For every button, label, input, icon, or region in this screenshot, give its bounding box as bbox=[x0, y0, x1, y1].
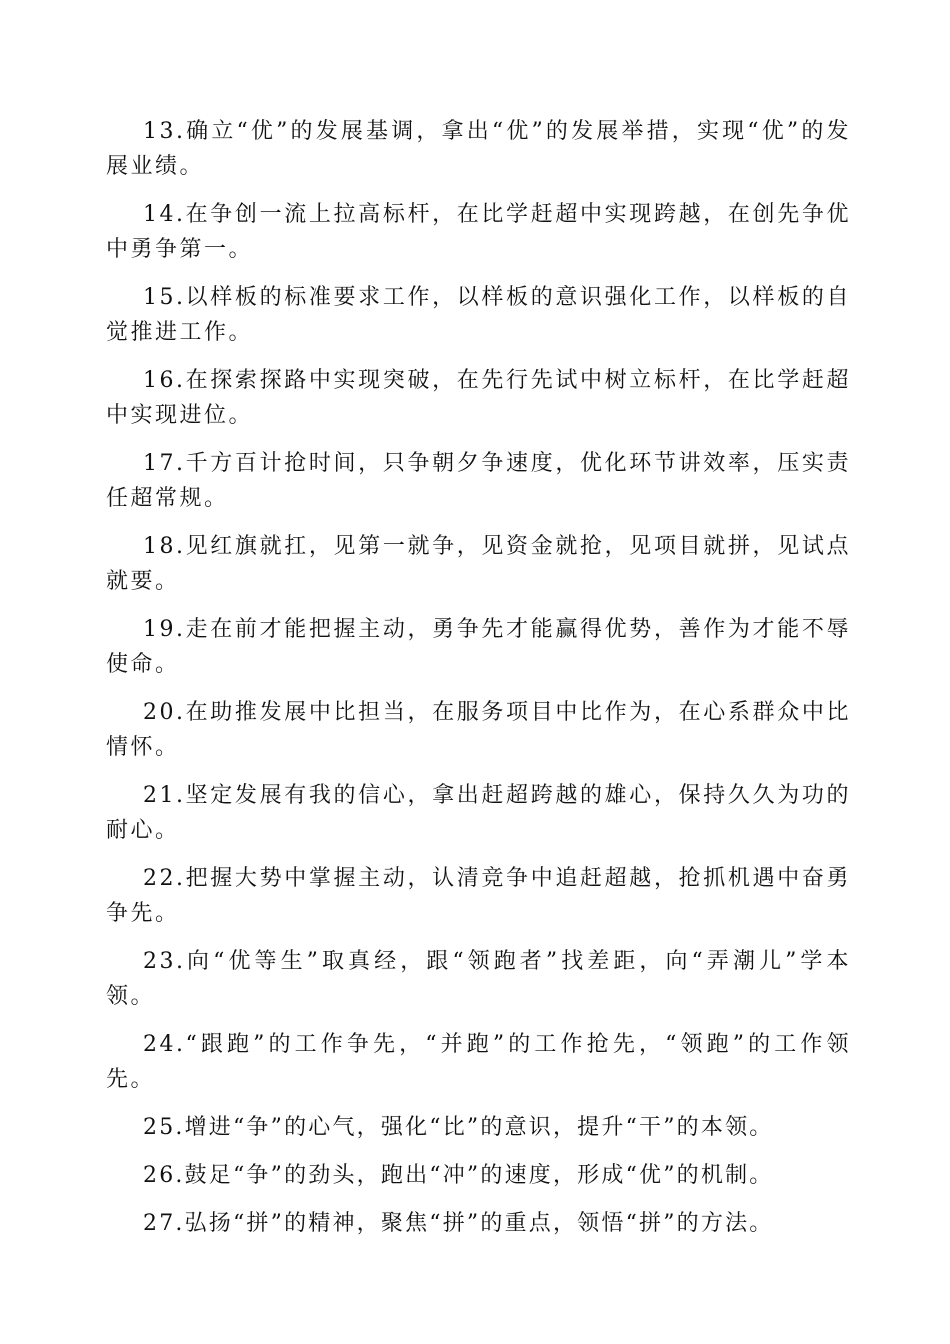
paragraph-22: 22.把握大势中掌握主动，认清竞争中追赶超越，抢抓机遇中奋勇争先。 bbox=[106, 866, 851, 926]
paragraph-21: 21.坚定发展有我的信心，拿出赶超跨越的雄心，保持久久为功的耐心。 bbox=[106, 783, 851, 843]
paragraph-25: 25.增进“争”的心气，强化“比”的意识，提升“干”的本领。 bbox=[143, 1115, 774, 1140]
paragraph-26: 26.鼓足“争”的劲头，跑出“冲”的速度，形成“优”的机制。 bbox=[143, 1163, 774, 1188]
paragraph-24: 24.“跟跑”的工作争先，“并跑”的工作抢先，“领跑”的工作领先。 bbox=[106, 1032, 851, 1092]
paragraph-16: 16.在探索探路中实现突破，在先行先试中树立标杆，在比学赶超中实现进位。 bbox=[106, 368, 851, 428]
paragraph-17: 17.千方百计抢时间，只争朝夕争速度，优化环节讲效率，压实责任超常规。 bbox=[106, 451, 851, 511]
paragraph-27: 27.弘扬“拼”的精神，聚焦“拼”的重点，领悟“拼”的方法。 bbox=[143, 1211, 774, 1236]
paragraph-13: 13.确立“优”的发展基调，拿出“优”的发展举措，实现“优”的发展业绩。 bbox=[106, 119, 851, 179]
paragraph-23: 23.向“优等生”取真经，跟“领跑者”找差距，向“弄潮儿”学本领。 bbox=[106, 949, 851, 1009]
paragraph-20: 20.在助推发展中比担当，在服务项目中比作为，在心系群众中比情怀。 bbox=[106, 700, 851, 760]
paragraph-14: 14.在争创一流上拉高标杆，在比学赶超中实现跨越，在创先争优中勇争第一。 bbox=[106, 202, 851, 262]
paragraph-19: 19.走在前才能把握主动，勇争先才能赢得优势，善作为才能不辱使命。 bbox=[106, 617, 851, 677]
document-body bbox=[106, 114, 851, 1254]
paragraph-18: 18.见红旗就扛，见第一就争，见资金就抢，见项目就拼，见试点就要。 bbox=[106, 534, 851, 594]
paragraph-15: 15.以样板的标准要求工作，以样板的意识强化工作，以样板的自觉推进工作。 bbox=[106, 285, 851, 345]
